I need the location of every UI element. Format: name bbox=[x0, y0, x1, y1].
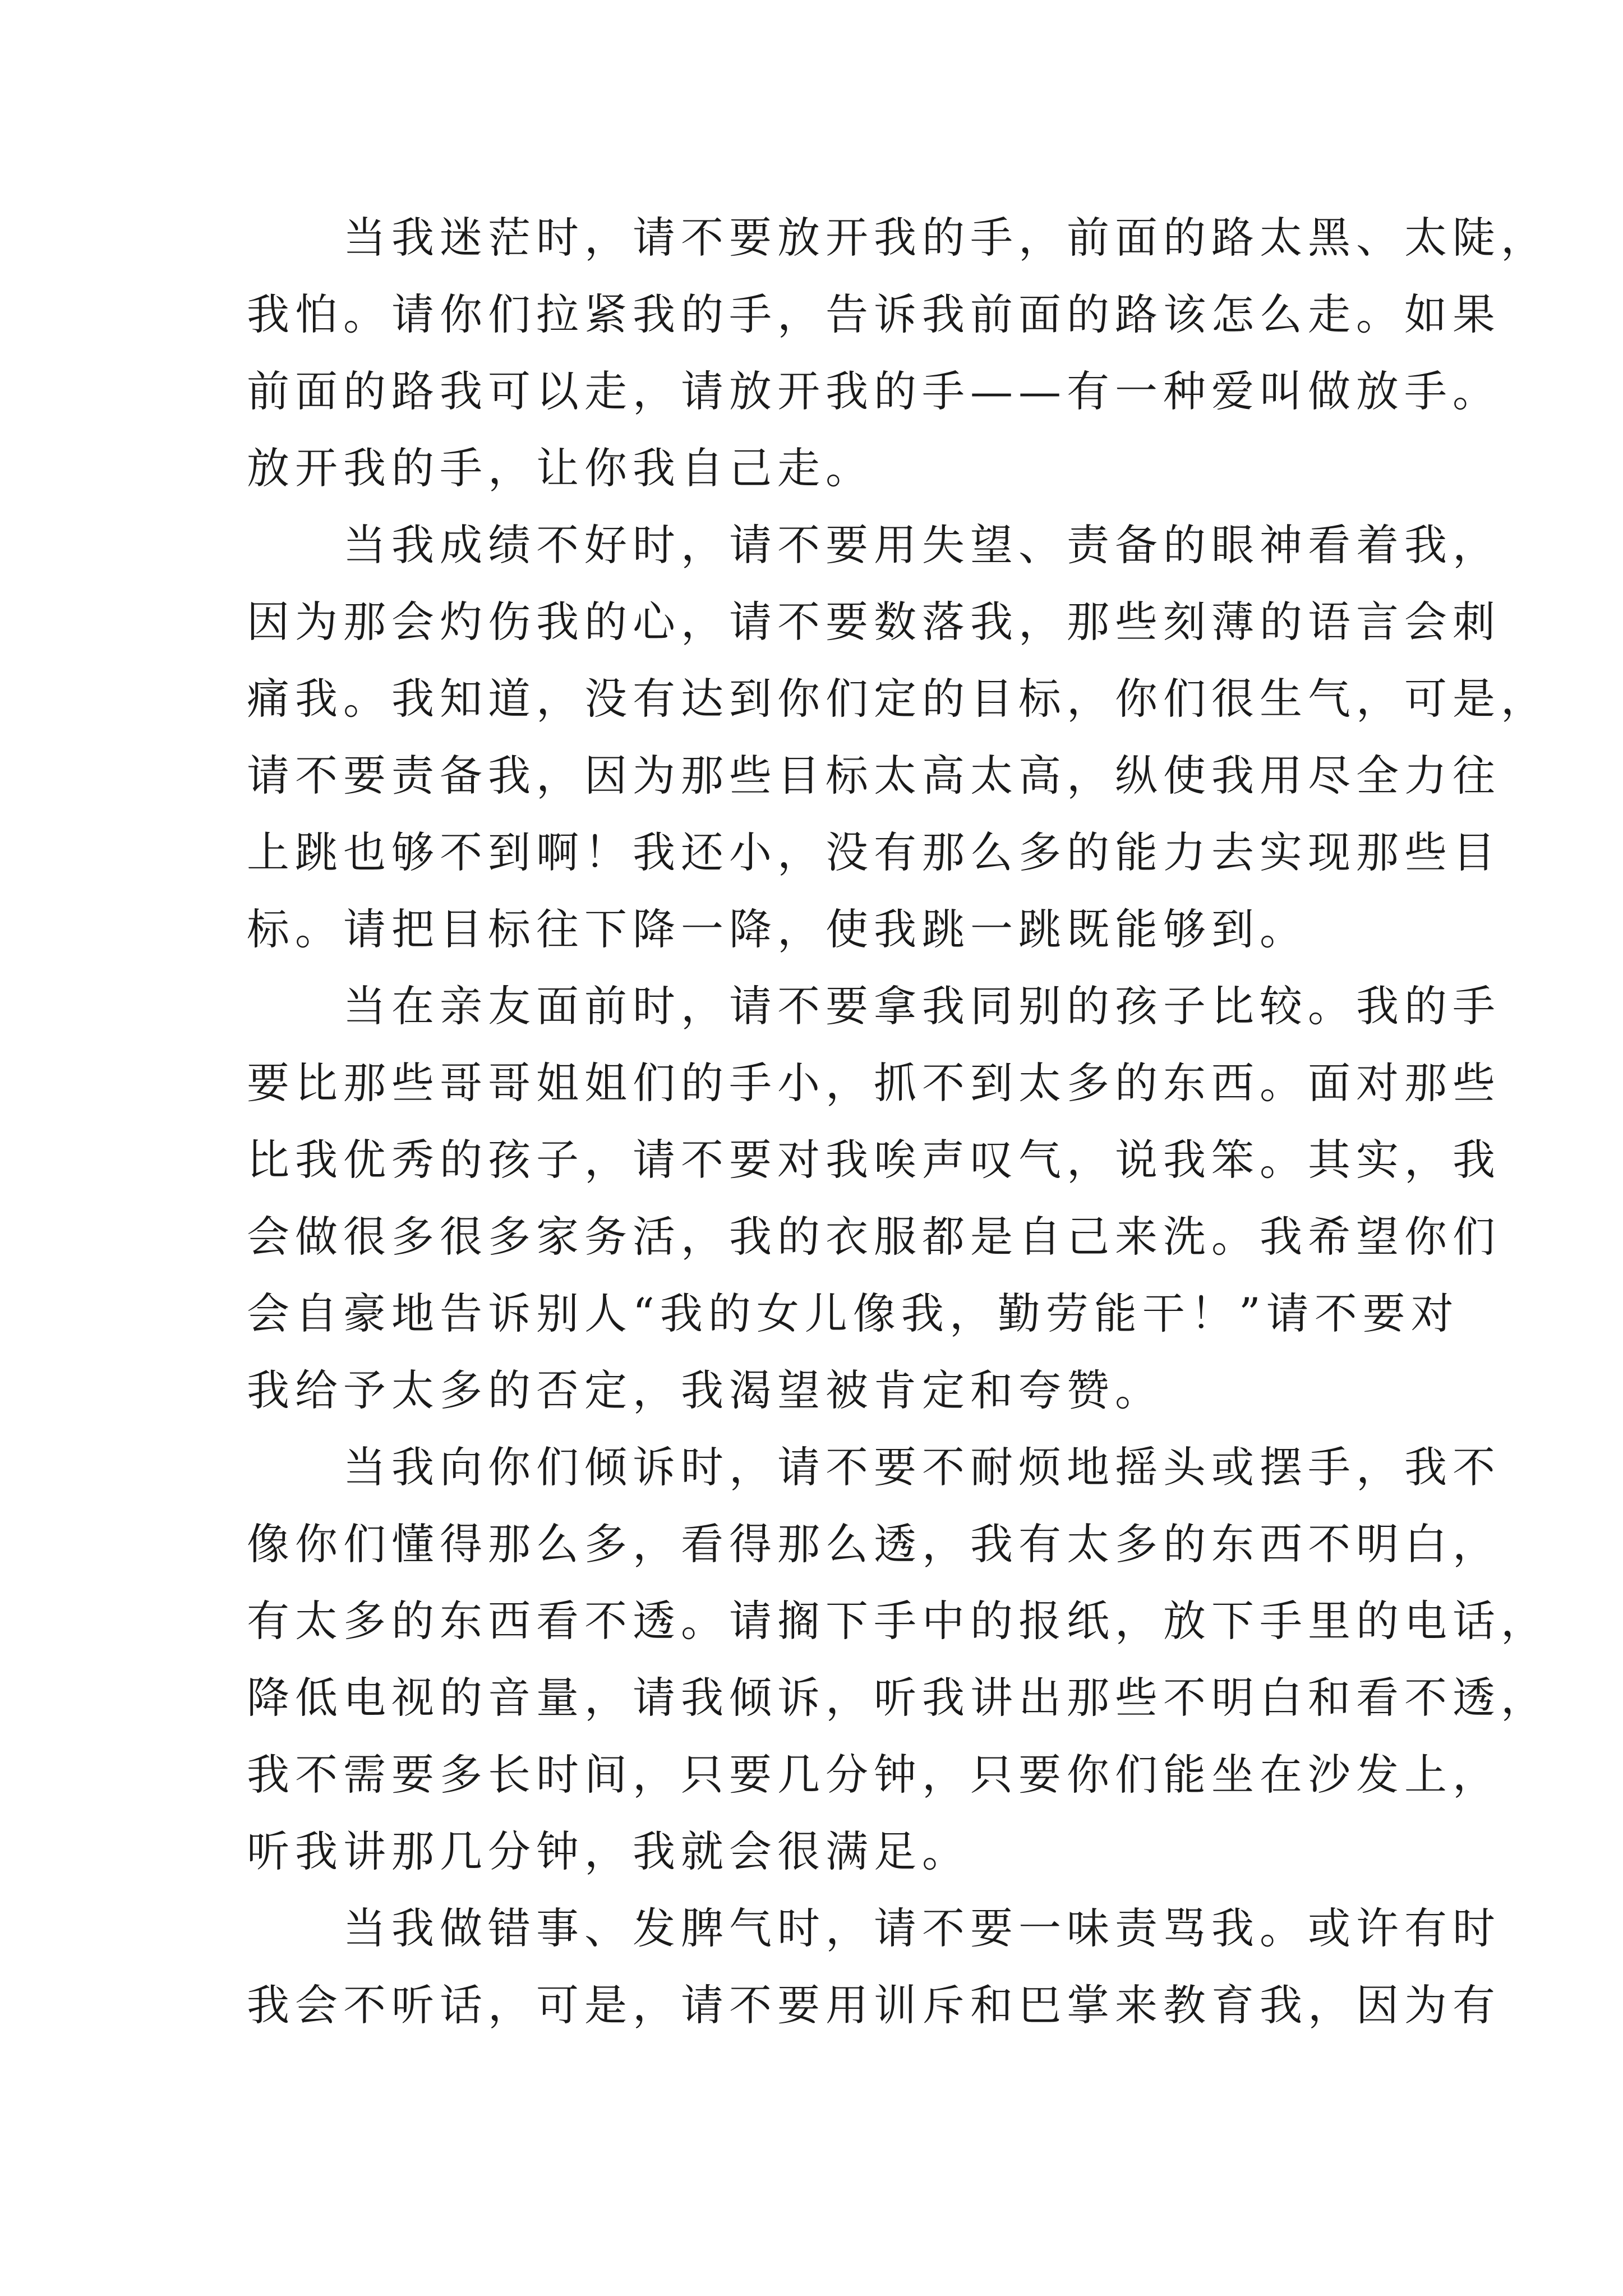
text-line: 有太多的东西看不透。请搁下手中的报纸，放下手里的电话， bbox=[247, 1596, 1549, 1646]
text-line: 比我优秀的孩子，请不要对我唉声叹气，说我笨。其实，我 bbox=[247, 1135, 1501, 1185]
text-line: 因为那会灼伤我的心，请不要数落我，那些刻薄的语言会刺 bbox=[247, 597, 1501, 647]
text-line: 当在亲友面前时，请不要拿我同别的孩子比较。我的手 bbox=[343, 981, 1501, 1031]
text-line: 当我做错事、发脾气时，请不要一味责骂我。或许有时 bbox=[343, 1903, 1501, 1953]
paragraph bbox=[247, 507, 1549, 968]
text-line: 当我向你们倾诉时，请不要不耐烦地摇头或摆手，我不 bbox=[343, 1442, 1501, 1492]
text-line: 降低电视的音量，请我倾诉，听我讲出那些不明白和看不透， bbox=[247, 1673, 1549, 1723]
text-line: 当我迷茫时，请不要放开我的手，前面的路太黑、太陡， bbox=[343, 213, 1549, 263]
text-line: 我不需要多长时间，只要几分钟，只要你们能坐在沙发上， bbox=[247, 1750, 1501, 1800]
text-line: 痛我。我知道，没有达到你们定的目标，你们很生气，可是， bbox=[247, 674, 1549, 724]
text-line: 标。请把目标往下降一降，使我跳一跳既能够到。 bbox=[247, 904, 1308, 954]
text-line: 前面的路我可以走，请放开我的手——有一种爱叫做放手。 bbox=[247, 366, 1501, 416]
paragraph bbox=[247, 968, 1501, 1429]
paragraph bbox=[247, 1429, 1549, 1890]
text-line: 听我讲那几分钟，我就会很满足。 bbox=[247, 1826, 970, 1876]
body-text bbox=[247, 199, 1549, 2044]
paragraph bbox=[247, 199, 1549, 507]
text-line: 我给予太多的否定，我渴望被肯定和夸赞。 bbox=[247, 1365, 1163, 1415]
paragraph bbox=[247, 1890, 1501, 2044]
text-line: 上跳也够不到啊！我还小，没有那么多的能力去实现那些目 bbox=[247, 827, 1501, 877]
text-line: 会自豪地告诉别人“我的女儿像我，勤劳能干！”请不要对 bbox=[247, 1289, 1459, 1338]
text-line: 请不要责备我，因为那些目标太高太高，纵使我用尽全力往 bbox=[247, 751, 1501, 800]
text-line: 当我成绩不好时，请不要用失望、责备的眼神看着我， bbox=[343, 520, 1501, 570]
text-line: 我会不听话，可是，请不要用训斥和巴掌来教育我，因为有 bbox=[247, 1980, 1501, 2030]
text-line: 放开我的手，让你我自己走。 bbox=[247, 443, 874, 493]
text-line: 要比那些哥哥姐姐们的手小，抓不到太多的东西。面对那些 bbox=[247, 1058, 1501, 1108]
text-line: 我怕。请你们拉紧我的手，告诉我前面的路该怎么走。如果 bbox=[247, 289, 1501, 339]
text-line: 会做很多很多家务活，我的衣服都是自己来洗。我希望你们 bbox=[247, 1212, 1501, 1262]
text-line: 像你们懂得那么多，看得那么透，我有太多的东西不明白， bbox=[247, 1519, 1501, 1569]
